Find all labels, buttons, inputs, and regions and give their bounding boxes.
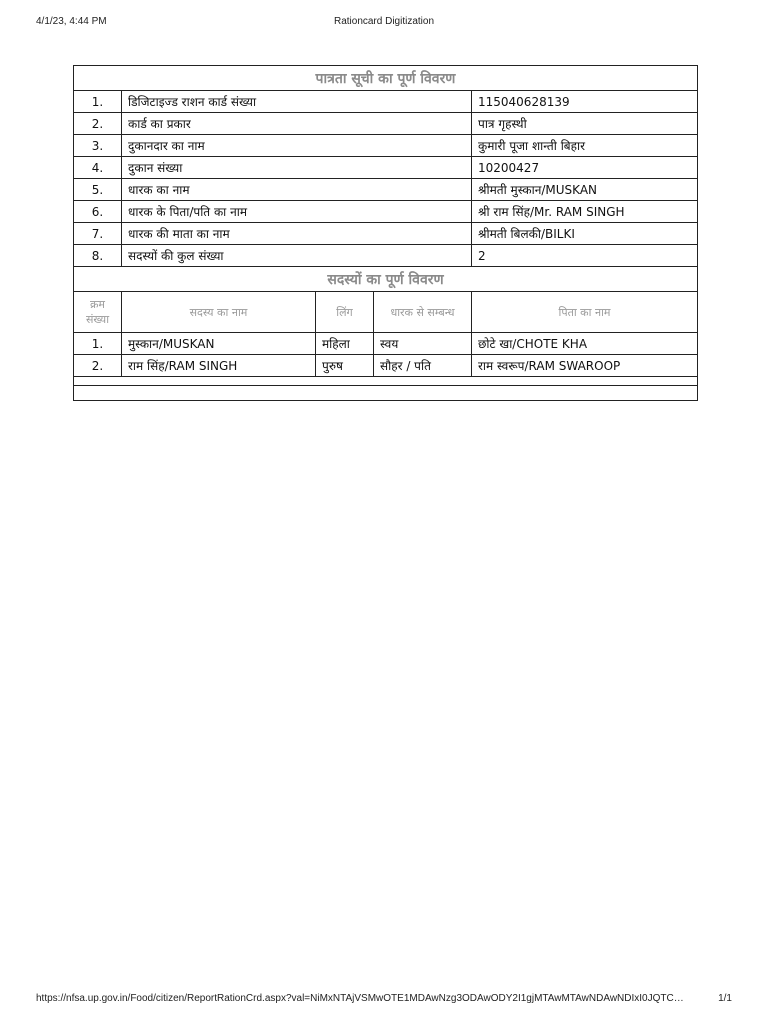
row-number: 8.	[74, 245, 122, 267]
field-value: श्री राम सिंह/Mr. RAM SINGH	[472, 201, 698, 223]
details-table	[73, 65, 698, 401]
print-header	[0, 16, 768, 30]
eligibility-row	[74, 113, 698, 135]
page-url: https://nfsa.up.gov.in/Food/citizen/ReportRationCrd.aspx?val=NiMxNTAjVSMwOTE1MDAwNzg3ODAwODY2I1gjMTAwMTAwNDAwNDIxI0JQTC…	[36, 993, 684, 1004]
field-value: श्रीमती बिलकी/BILKI	[472, 223, 698, 245]
eligibility-row	[74, 135, 698, 157]
field-value: कुमारी पूजा शान्ती बिहार	[472, 135, 698, 157]
eligibility-row	[74, 223, 698, 245]
blank-row	[74, 386, 698, 401]
field-value: 10200427	[472, 157, 698, 179]
field-label: दुकानदार का नाम	[122, 135, 472, 157]
member-name: राम सिंह/RAM SINGH	[122, 355, 316, 377]
field-label: धारक के पिता/पति का नाम	[122, 201, 472, 223]
member-serial: 1.	[74, 333, 122, 355]
blank-cell	[74, 386, 698, 401]
member-row	[74, 355, 698, 377]
member-name: मुस्कान/MUSKAN	[122, 333, 316, 355]
eligibility-section-title: पात्रता सूची का पूर्ण विवरण	[74, 66, 698, 91]
row-number: 5.	[74, 179, 122, 201]
row-number: 7.	[74, 223, 122, 245]
field-label: कार्ड का प्रकार	[122, 113, 472, 135]
member-gender: महिला	[316, 333, 374, 355]
member-row	[74, 333, 698, 355]
column-header-father-name: पिता का नाम	[472, 292, 698, 333]
field-value: श्रीमती मुस्कान/MUSKAN	[472, 179, 698, 201]
field-value: 2	[472, 245, 698, 267]
member-relation: स्वय	[374, 333, 472, 355]
column-header-gender: लिंग	[316, 292, 374, 333]
blank-cell	[74, 377, 698, 386]
column-header-member-name: सदस्य का नाम	[122, 292, 316, 333]
row-number: 2.	[74, 113, 122, 135]
field-label: धारक का नाम	[122, 179, 472, 201]
row-number: 4.	[74, 157, 122, 179]
print-footer	[0, 993, 768, 1007]
row-number: 3.	[74, 135, 122, 157]
field-value: 115040628139	[472, 91, 698, 113]
row-number: 6.	[74, 201, 122, 223]
member-gender: पुरुष	[316, 355, 374, 377]
field-label: डिजिटाइज्ड राशन कार्ड संख्या	[122, 91, 472, 113]
eligibility-row	[74, 91, 698, 113]
page-number: 1/1	[718, 993, 732, 1004]
member-serial: 2.	[74, 355, 122, 377]
member-relation: सौहर / पति	[374, 355, 472, 377]
blank-row	[74, 377, 698, 386]
member-father-name: छोटे खा/CHOTE KHA	[472, 333, 698, 355]
row-number: 1.	[74, 91, 122, 113]
field-label: धारक की माता का नाम	[122, 223, 472, 245]
field-label: सदस्यों की कुल संख्या	[122, 245, 472, 267]
members-section-title: सदस्यों का पूर्ण विवरण	[74, 267, 698, 292]
eligibility-row	[74, 179, 698, 201]
eligibility-row	[74, 157, 698, 179]
column-header-relation: धारक से सम्बन्ध	[374, 292, 472, 333]
field-value: पात्र गृहस्थी	[472, 113, 698, 135]
print-date: 4/1/23, 4:44 PM	[36, 16, 107, 27]
members-header-row	[74, 292, 698, 333]
column-header-serial: क्रम संख्या	[74, 292, 122, 333]
member-father-name: राम स्वरूप/RAM SWAROOP	[472, 355, 698, 377]
ration-card-report	[73, 65, 697, 401]
print-page-title: Rationcard Digitization	[333, 16, 435, 27]
eligibility-row	[74, 201, 698, 223]
eligibility-row	[74, 245, 698, 267]
field-label: दुकान संख्या	[122, 157, 472, 179]
